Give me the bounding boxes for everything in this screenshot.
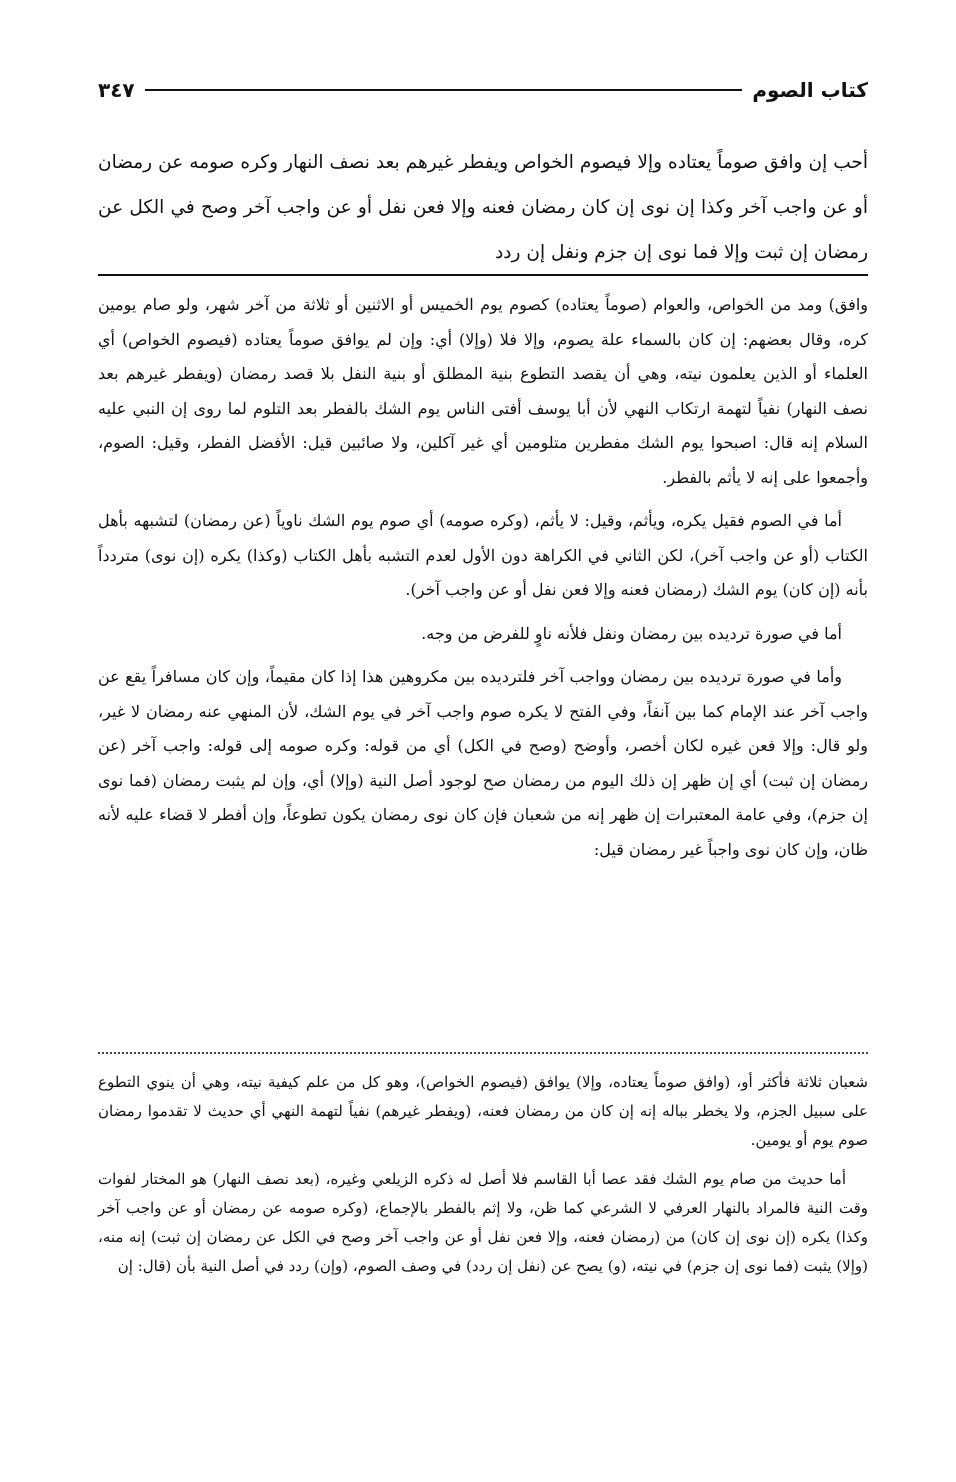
commentary-paragraph-4: وأما في صورة ترديده بين رمضان وواجب آخر فلترديده بين مكروهين هذا إذا كان مقيماً، وإن كان مسافراً يقع عن واجب آخر عند الإمام كما بين آنفاً، وفي الفتح لا يكره صوم واجب آخر في يوم الشك، لأن المنهي عنه رمضان لا غير، ولو قال: وإلا فعن غيره لكان أخصر، وأوضح (وصح في الكل) أي من قوله: وكره صومه إلى قوله: واجب آخر (عن رمضان إن ثبت) أي إن ظهر إن ذلك اليوم من رمضان صح لوجود أصل النية (وإلا) أي، وإن لم يثبت رمضان (فما نوى إن جزم)، وفي عامة المعتبرات إن ظهر إنه من شعبان فإن كان نوى رمضان يكون تطوعاً، وإن أفطر لا قضاء عليه لأنه ظان، وإن كان نوى واجباً غير رمضان قيل: [98,667,868,859]
main-text [98,140,868,275]
section-divider [98,274,868,276]
footnote-commentary [98,1068,868,1291]
book-title: كتاب الصوم [752,78,868,102]
commentary-paragraph-2: أما في الصوم فقيل يكره، ويأثم، وقيل: لا يأثم، (وكره صومه) أي صوم يوم الشك ناوياً (عن رمضان) لتشبهه بأهل الكتاب (أو عن واجب آخر)، لكن الثاني في الكراهة دون الأول لعدم التشبه بأهل الكتاب (وكذا) يكره (إن نوى) متردداً بأنه (إن كان) يوم الشك (رمضان فعنه وإلا فعن نفل أو عن واجب آخر). [98,511,868,599]
commentary-paragraph-1: وافق) ومد من الخواص، والعوام (صوماً يعتاده) كصوم يوم الخميس أو الاثنين أو ثلاثة من آخر شهر، ولو صام يومين كره، وقال بعضهم: إن كان بالسماء علة يصوم، وإلا فلا (وإلا) أي: وإن لم يوافق صوماً يعتاده (فيصوم الخواص) أي العلماء أو الذين يعلمون نيته، وهي أن يقصد التطوع بنية المطلق أو بنية النفل بلا قصد رمضان (ويفطر غيرهم بعد نصف النهار) نفياً لتهمة ارتكاب النهي لأن أبا يوسف أفتى الناس يوم الشك بالفطر بعد التلوم لما روى إن النبي عليه السلام إنه قال: اصبحوا يوم الشك مفطرين متلومين أي غير آكلين، ولا صائبين قيل: الأفضل الفطر، وقيل: الصوم، وأجمعوا على إنه لا يأثم بالفطر. [98,295,868,487]
header-rule [145,89,743,91]
footnote-paragraph-2: أما حديث من صام يوم الشك فقد عصا أبا القاسم فلا أصل له ذكره الزيلعي وغيره، (بعد نصف النهار) هو المختار لفوات وقت النية فالمراد بالنهار العرفي لا الشرعي كما ظن، ولا إثم بالفطر بالإجماع، (وكره صومه عن رمضان أو عن واجب آخر وكذا) يكره (إن نوى إن كان) من (رمضان فعنه، وإلا فعن نفل أو عن واجب آخر وصح في الكل عن رمضان إن ثبت) إنه منه، (وإلا) يثبت (فما نوى إن جزم) في نيته، (و) يصح عن (نفل إن ردد) في وصف الصوم، (وإن) ردد في أصل النية بأن (قال: إن [98,1170,868,1275]
running-head [98,72,868,108]
commentary [98,288,868,876]
footnote-paragraph-1: شعبان ثلاثة فأكثر أو، (وافق صوماً يعتاده، وإلا) يوافق (فيصوم الخواص)، وهو كل من علم كيفية نيته، وهي أن ينوي التطوع على سبيل الجزم، ولا يخطر بباله إنه إن كان من رمضان فعنه، (ويفطر غيرهم) نفياً لتهمة النهي أي حديث لا تقدموا رمضان صوم يوم أو يومين. [98,1073,868,1149]
page-number: ٣٤٧ [98,78,135,102]
commentary-paragraph-3: أما في صورة ترديده بين رمضان ونفل فلأنه ناوٍ للفرض من وجه. [421,623,842,643]
main-text-paragraph: أحب إن وافق صوماً يعتاده وإلا فيصوم الخواص ويفطر غيرهم بعد نصف النهار وكره صومه عن رمضان أو عن واجب آخر وكذا إن نوى إن كان رمضان فعنه وإلا فعن نفل أو عن واجب آخر وصح في الكل عن رمضان إن ثبت وإلا فما نوى إن جزم ونفل إن ردد [98,152,868,263]
dotted-divider [98,1052,868,1054]
